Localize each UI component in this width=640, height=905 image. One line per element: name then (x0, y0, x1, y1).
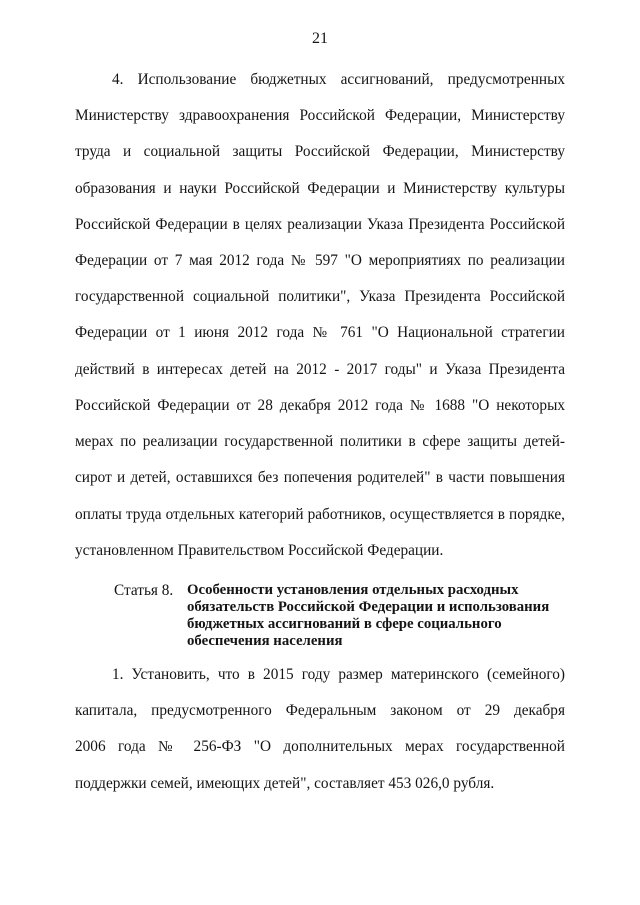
page-number: 21 (312, 30, 328, 47)
article-title-line: обеспечения населения (187, 633, 343, 649)
paragraph-line: 4. Использование бюджетных ассигнований, предусмотренных (112, 71, 565, 88)
article-label: Статья 8. (114, 582, 174, 599)
paragraph-line: капитала, предусмотренного Федеральным законом от 29 декабря (75, 702, 565, 719)
article-title-line: Особенности установления отдельных расходных (187, 582, 519, 598)
paragraph-line: действий в интересах детей на 2012 - 2017 годы" и Указа Президента (75, 361, 565, 378)
article-title (187, 582, 577, 650)
paragraph-line: Федерации от 7 мая 2012 года № 597 "О мероприятиях по реализации (75, 252, 565, 269)
paragraph-line: мерах по реализации государственной политики в сфере защиты детей- (75, 433, 565, 450)
paragraph-line: Федерации от 1 июня 2012 года № 761 "О Национальной стратегии (75, 324, 565, 341)
paragraph-line: государственной социальной политики", Указа Президента Российской (75, 288, 565, 305)
paragraph-line: сирот и детей, оставшихся без попечения родителей" в части повышения (75, 469, 565, 486)
paragraph-line: оплаты труда отдельных категорий работников, осуществляется в порядке, (75, 506, 565, 523)
paragraph-line: образования и науки Российской Федерации и Министерству культуры (75, 180, 565, 197)
article-title-line: обязательств Российской Федерации и использования (187, 599, 550, 615)
paragraph-line: поддержки семей, имеющих детей", составляет 453 026,0 рубля. (75, 775, 495, 792)
paragraph-line: труда и социальной защиты Российской Федерации, Министерству (75, 143, 565, 160)
paragraph-line: 2006 года № 256-ФЗ "О дополнительных мерах государственной (75, 738, 565, 755)
paragraph-line: установленном Правительством Российской Федерации. (75, 542, 444, 559)
paragraph-line: 1. Установить, что в 2015 году размер материнского (семейного) (112, 666, 565, 683)
paragraph-line: Российской Федерации от 28 декабря 2012 года № 1688 "О некоторых (75, 397, 565, 414)
paragraph-line: Министерству здравоохранения Российской Федерации, Министерству (75, 107, 565, 124)
paragraph-line: Российской Федерации в целях реализации Указа Президента Российской (75, 216, 565, 233)
article-title-line: бюджетных ассигнований в сфере социального (187, 616, 502, 632)
